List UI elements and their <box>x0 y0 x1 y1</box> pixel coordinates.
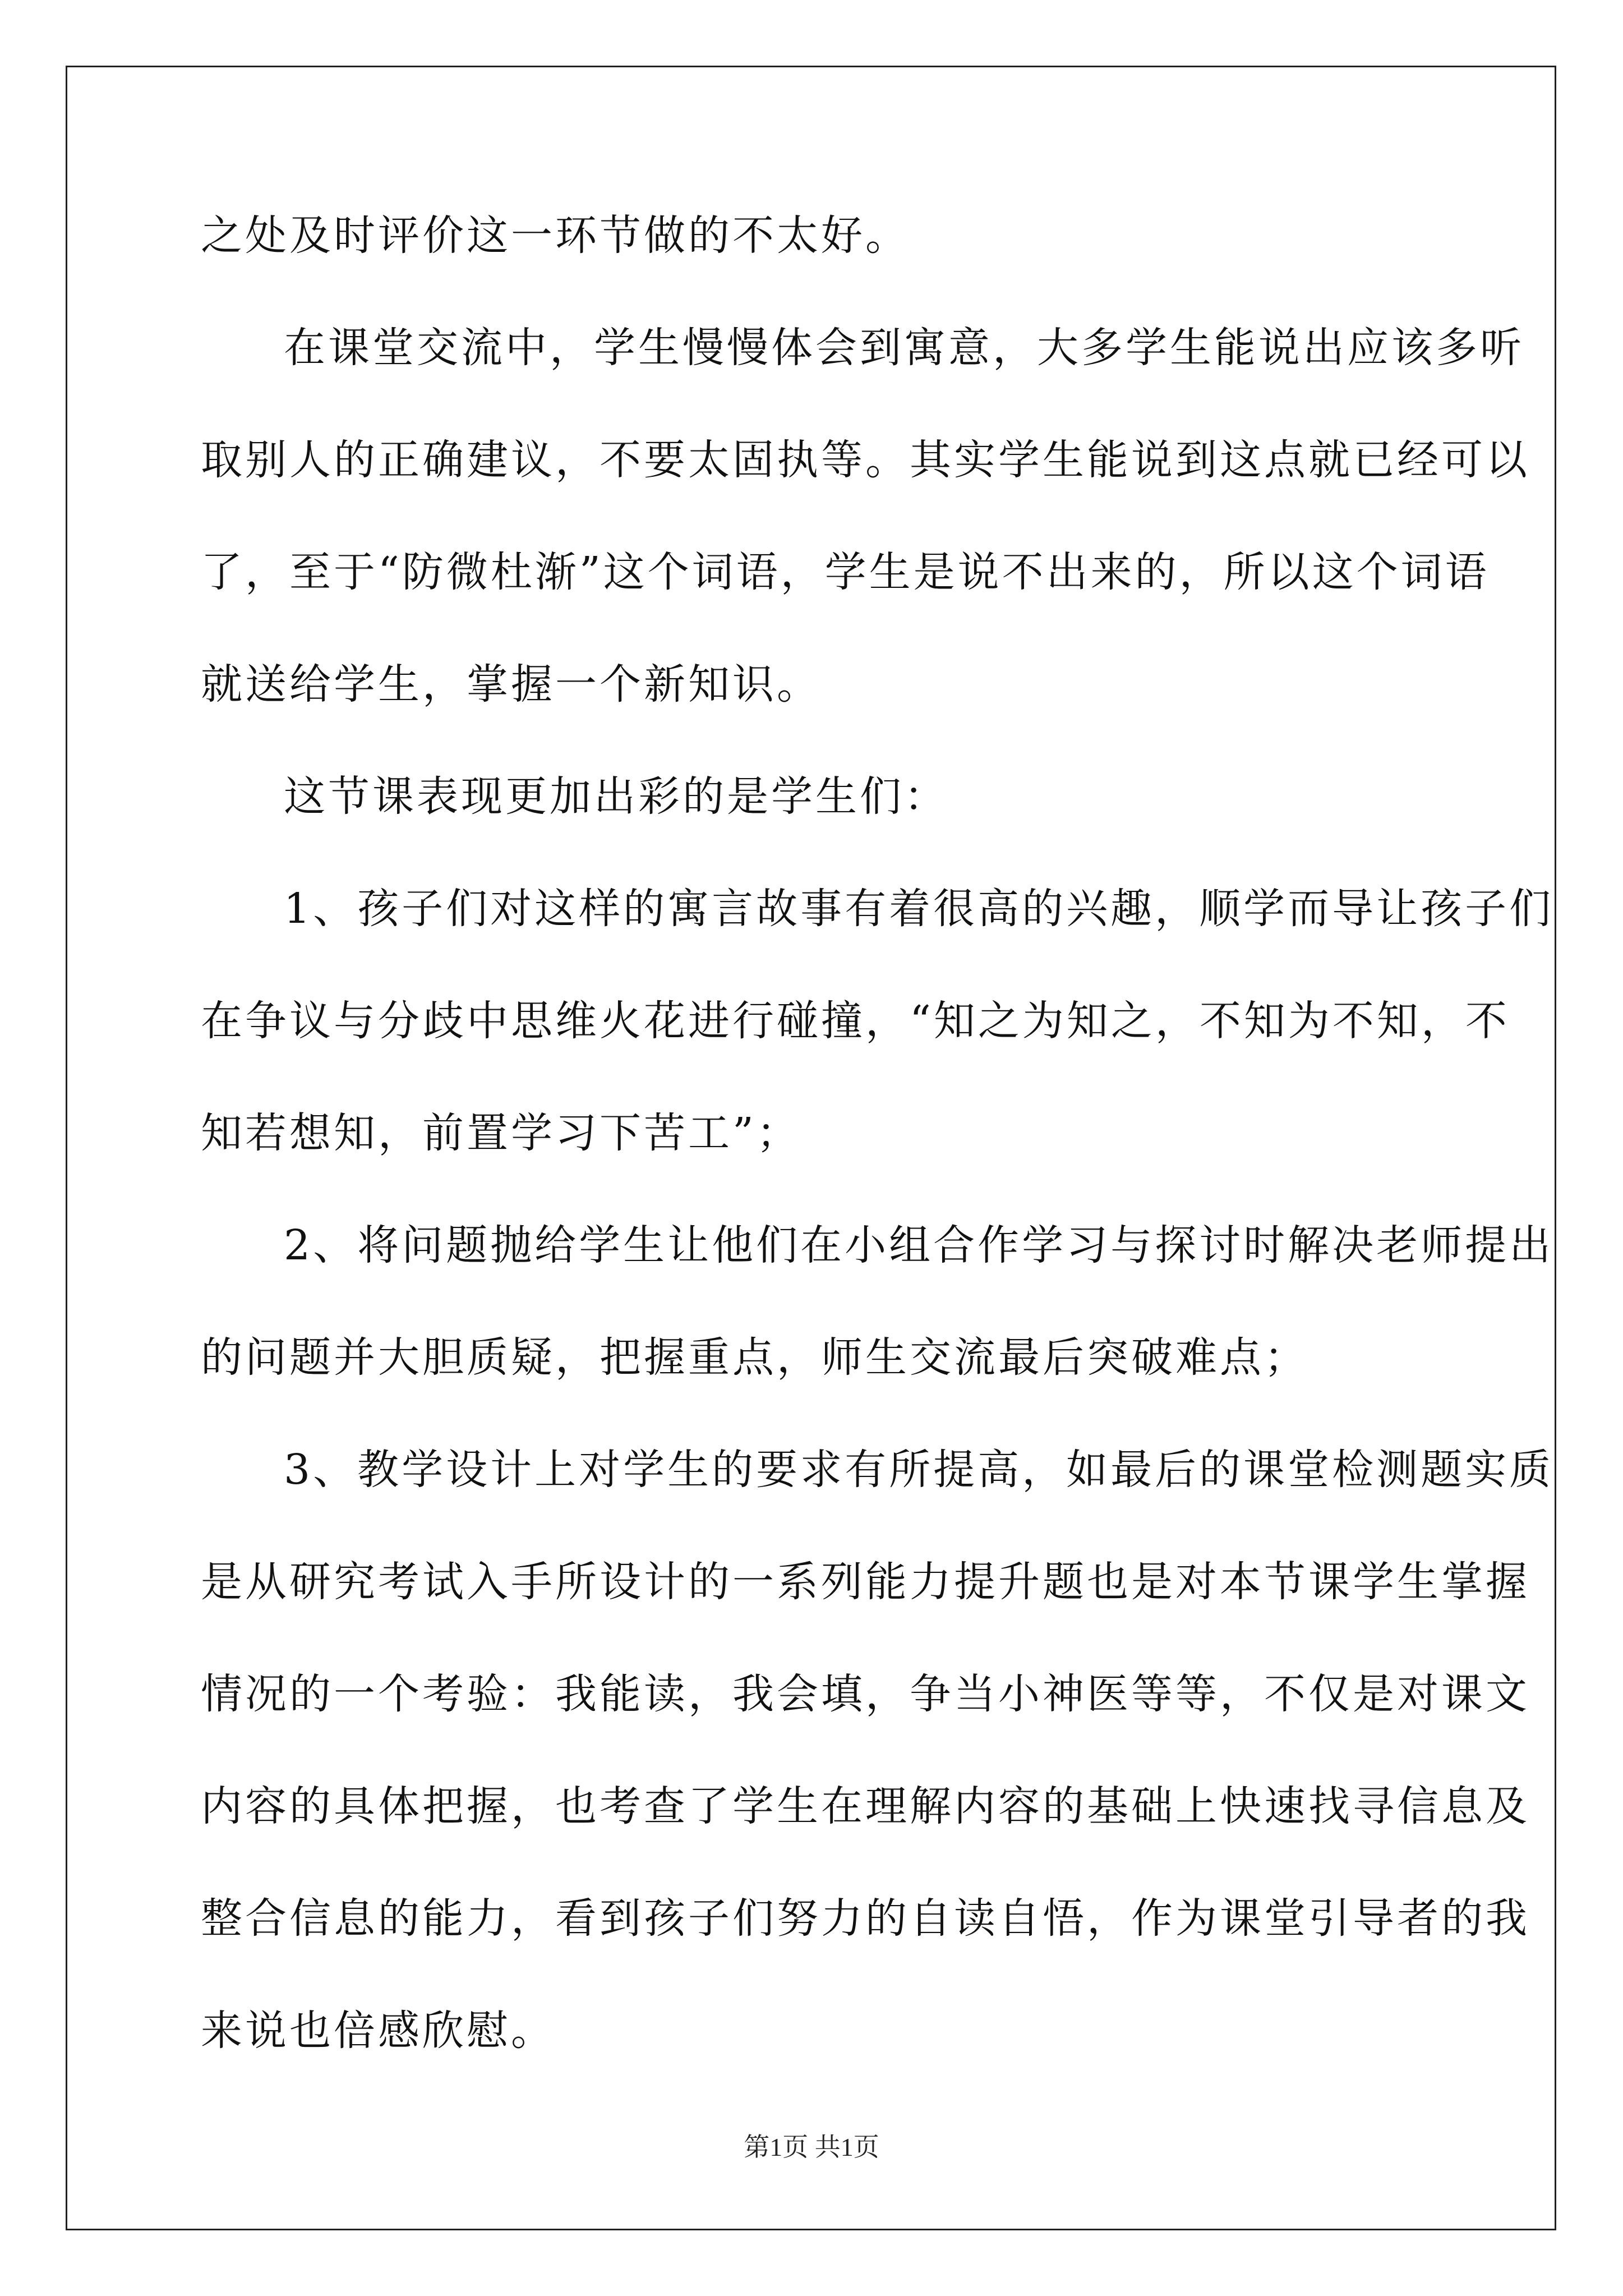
text-line: 之处及时评价这一环节做的不太好。 <box>201 211 910 260</box>
text-line: 来说也倍感欣慰。 <box>201 2007 555 2055</box>
text-line: 知若想知，前置学习下苦工”； <box>201 1109 801 1157</box>
text-line: 内容的具体把握，也考查了学生在理解内容的基础上快速找寻信息及 <box>201 1782 1530 1830</box>
text-line: 1、孩子们对这样的寓言故事有着很高的兴趣，顺学而导让孩子们 <box>284 885 1554 933</box>
text-line: 在争议与分歧中思维火花进行碰撞，“知之为知之，不知为不知，不 <box>201 997 1510 1045</box>
text-line: 就送给学生，掌握一个新知识。 <box>201 660 821 708</box>
text-line: 了，至于“防微杜渐”这个词语，学生是说不出来的，所以这个词语 <box>201 548 1490 596</box>
text-line: 是从研究考试入手所设计的一系列能力提升题也是对本节课学生掌握 <box>201 1558 1530 1606</box>
text-line: 取别人的正确建议，不要太固执等。其实学生能说到这点就已经可以 <box>201 436 1530 484</box>
text-line: 的问题并大胆质疑，把握重点，师生交流最后突破难点； <box>201 1333 1308 1382</box>
text-line: 在课堂交流中，学生慢慢体会到寓意，大多学生能说出应该多听 <box>284 324 1524 372</box>
text-line: 情况的一个考验：我能读，我会填，争当小神医等等，不仅是对课文 <box>201 1670 1530 1718</box>
text-line: 整合信息的能力，看到孩子们努力的自读自悟，作为课堂引导者的我 <box>201 1894 1530 1943</box>
page-footer: 第1页 共1页 <box>744 2133 879 2161</box>
text-line: 这节课表现更加出彩的是学生们： <box>284 772 948 821</box>
text-line: 3、教学设计上对学生的要求有所提高，如最后的课堂检测题实质 <box>284 1446 1554 1494</box>
text-line: 2、将问题抛给学生让他们在小组合作学习与探讨时解决老师提出 <box>284 1221 1554 1269</box>
